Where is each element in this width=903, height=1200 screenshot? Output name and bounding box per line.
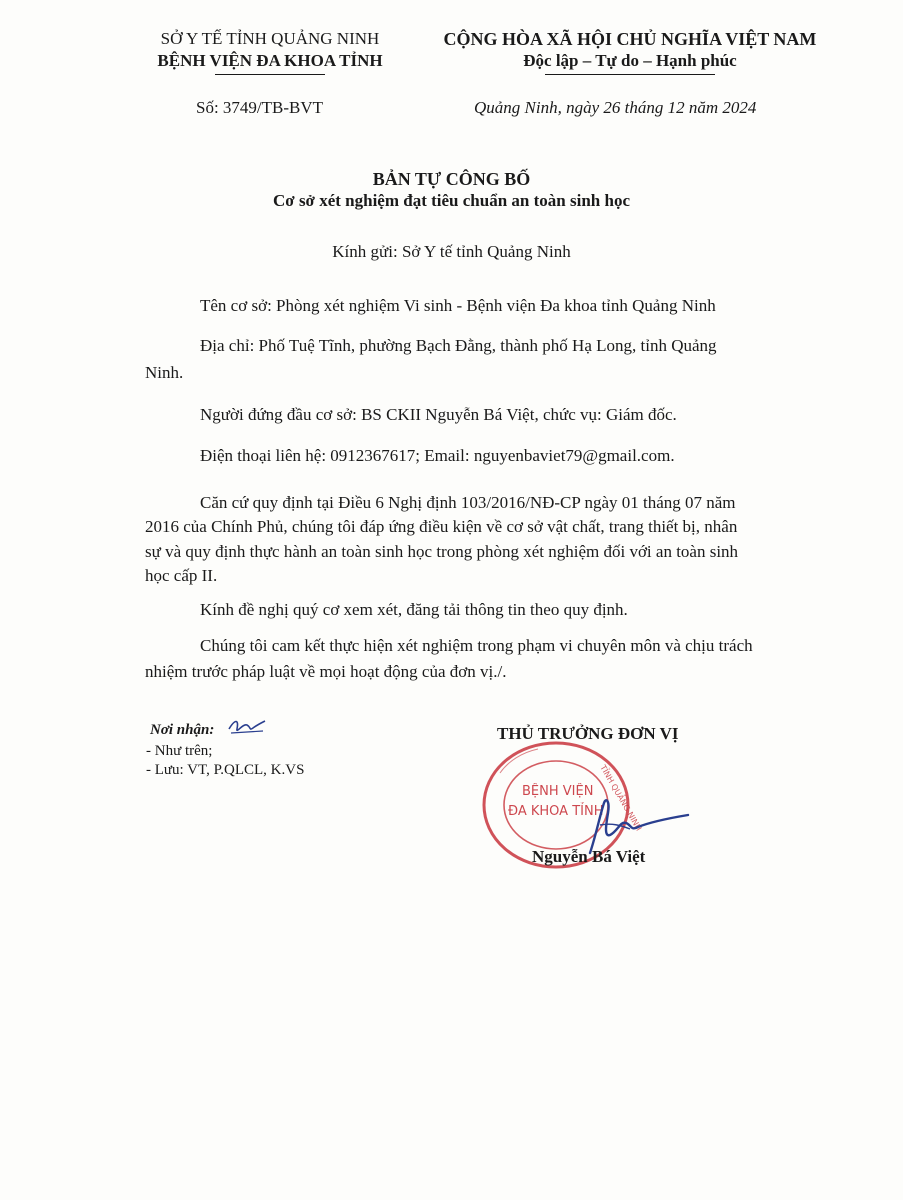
recipients-label: Nơi nhận: — [150, 722, 215, 738]
paragraph-3-line-2: nhiệm trước pháp luật về mọi hoạt động của đơn vị./. — [145, 662, 507, 681]
signer-title: THỦ TRƯỞNG ĐƠN VỊ — [497, 724, 679, 743]
document-title: BẢN TỰ CÔNG BỐ — [372, 169, 531, 189]
stamp-line-1: BỆNH VIỆN — [522, 784, 594, 799]
handwritten-signature-icon — [560, 795, 690, 855]
contact-info: Điện thoại liên hệ: 0912367617; Email: nguyenbaviet79@gmail.com. — [200, 446, 675, 465]
paragraph-1-line-4: học cấp II. — [145, 566, 218, 585]
document-number: Số: 3749/TB-BVT — [196, 98, 324, 117]
paragraph-2: Kính đề nghị quý cơ xem xét, đăng tải thông tin theo quy định. — [200, 600, 628, 619]
hospital-name: BỆNH VIỆN ĐA KHOA TỈNH — [157, 51, 383, 70]
document-subtitle: Cơ sở xét nghiệm đạt tiêu chuẩn an toàn sinh học — [273, 191, 630, 210]
place-date: Quảng Ninh, ngày 26 tháng 12 năm 2024 — [474, 98, 757, 117]
issuer-underline — [215, 74, 325, 75]
paragraph-1-line-3: sự và quy định thực hành an toàn sinh học trong phòng xét nghiệm đối với an toàn sinh — [145, 542, 739, 561]
paragraph-3-line-1: Chúng tôi cam kết thực hiện xét nghiệm trong phạm vi chuyên môn và chịu trách — [200, 636, 753, 655]
paragraph-1-line-1: Căn cứ quy định tại Điều 6 Nghị định 103/2016/NĐ-CP ngày 01 tháng 07 năm — [200, 493, 736, 512]
address-line-2: Ninh. — [145, 363, 184, 382]
issuer-block — [120, 28, 420, 75]
national-heading — [420, 28, 840, 75]
signer-name: Nguyễn Bá Việt — [532, 847, 646, 866]
stamp-line-2: ĐA KHOA TỈNH — [508, 804, 604, 819]
facility-head: Người đứng đầu cơ sở: BS CKII Nguyễn Bá Việt, chức vụ: Giám đốc. — [200, 405, 677, 424]
national-motto: Độc lập – Tự do – Hạnh phúc — [523, 51, 737, 70]
paraph-mark-icon — [227, 715, 267, 737]
facility-name: Tên cơ sở: Phòng xét nghiệm Vi sinh - Bệnh viện Đa khoa tỉnh Quảng Ninh — [200, 296, 716, 315]
recipient-item: - Như trên; — [146, 743, 213, 759]
recipient-line: Kính gửi: Sở Y tế tỉnh Quảng Ninh — [332, 242, 571, 261]
nation-name: CỘNG HÒA XÃ HỘI CHỦ NGHĨA VIỆT NAM — [443, 29, 817, 49]
ministry-name: SỞ Y TẾ TỈNH QUẢNG NINH — [160, 29, 380, 48]
stamp-ring-text: TỈNH QUẢNG NINH — [598, 763, 644, 833]
recipient-item: - Lưu: VT, P.QLCL, K.VS — [146, 762, 305, 778]
paragraph-1-line-2: 2016 của Chính Phủ, chúng tôi đáp ứng điều kiện về cơ sở vật chất, trang thiết bị, nhân — [145, 517, 738, 536]
address-line-1: Địa chỉ: Phố Tuệ Tĩnh, phường Bạch Đằng, thành phố Hạ Long, tỉnh Quảng — [200, 336, 717, 355]
motto-underline — [545, 74, 715, 75]
